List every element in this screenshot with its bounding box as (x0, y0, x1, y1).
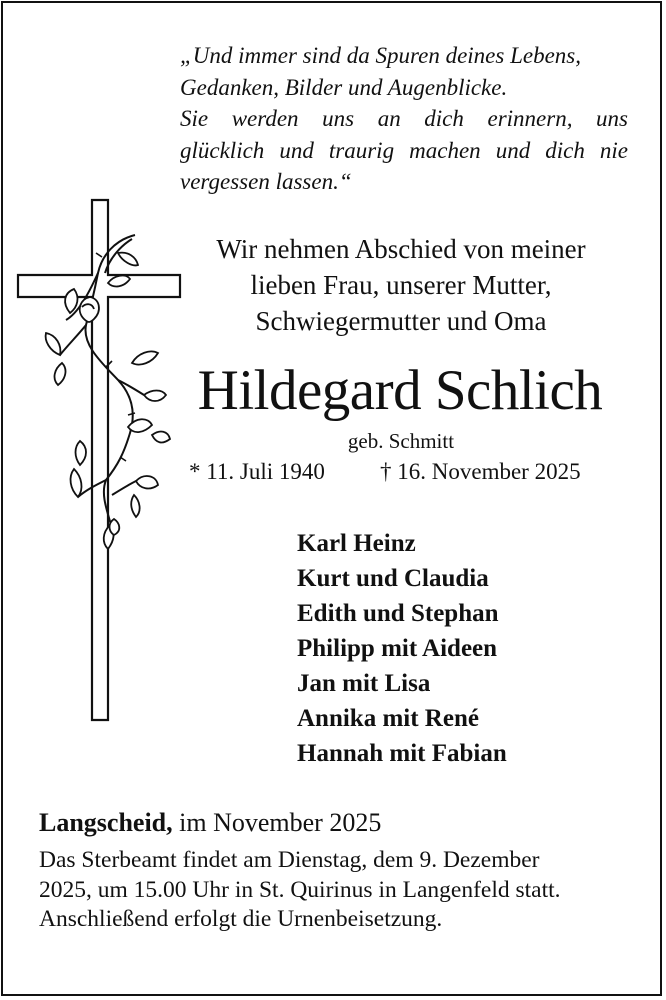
list-item: Hannah mit Fabian (297, 740, 507, 767)
memorial-quote (180, 40, 628, 198)
quote-line: glücklich und traurig machen und dich nie (180, 137, 628, 163)
list-item: Edith und Stephan (297, 600, 499, 627)
list-item: Kurt und Claudia (297, 565, 489, 592)
service-line: Das Sterbeamt findet am Dienstag, dem 9. Dezember (39, 847, 540, 873)
maiden-name: geb. Schmitt (347, 429, 455, 453)
intro-line: Wir nehmen Abschied von meiner (216, 234, 586, 264)
place-and-date (39, 806, 381, 840)
cross-with-roses-icon (10, 195, 185, 760)
list-item: Annika mit René (297, 705, 479, 732)
list-item: Karl Heinz (297, 530, 416, 557)
deceased-name: Hildegard Schlich (197, 359, 603, 422)
service-details (39, 846, 629, 935)
mourners-list (297, 526, 507, 771)
quote-line: „Und immer sind da Spuren deines Lebens, (180, 43, 581, 68)
list-item: Jan mit Lisa (297, 670, 431, 697)
list-item: Philipp mit Aideen (297, 635, 498, 662)
death-date: † 16. November 2025 (380, 459, 581, 484)
farewell-intro (176, 231, 626, 339)
service-line: Anschließend erfolgt die Urnenbeisetzung. (39, 906, 443, 932)
quote-line: Gedanken, Bilder und Augenblicke. (180, 74, 508, 100)
service-line: 2025, um 15.00 Uhr in St. Quirinus in Langenfeld statt. (39, 876, 561, 903)
birth-date: * 11. Juli 1940 (189, 459, 325, 484)
quote-line: Sie werden uns an dich erinnern, uns (180, 106, 628, 131)
notice-date: im November 2025 (172, 808, 382, 837)
quote-line: vergessen lassen.“ (180, 169, 352, 194)
intro-line: lieben Frau, unserer Mutter, (250, 270, 552, 300)
intro-line: Schwiegermutter und Oma (255, 306, 547, 336)
place-name: Langscheid, (39, 808, 173, 837)
